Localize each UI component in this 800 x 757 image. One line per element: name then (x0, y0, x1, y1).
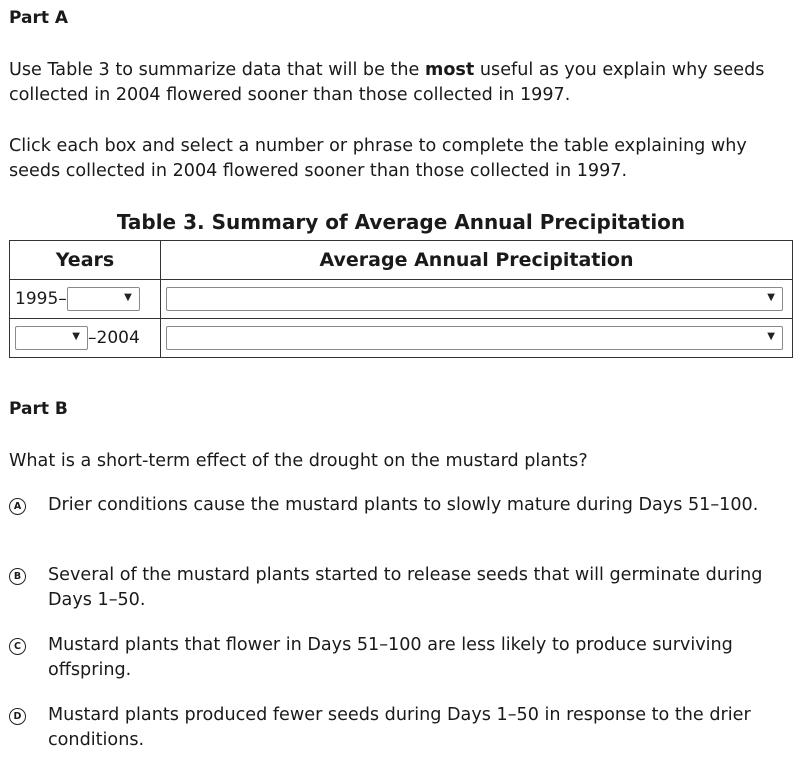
part-a-directions: Click each box and select a number or phrase to complete the table explaining why seeds collected in 2004 flowered sooner than those collected in 1997. (9, 136, 747, 181)
part-b-heading: Part B (9, 399, 68, 419)
part-a-instruction (9, 58, 793, 108)
precipitation-dropdown-1[interactable] (166, 287, 783, 311)
dropdown-arrow-icon: ▼ (72, 331, 80, 342)
dropdown-arrow-icon: ▼ (767, 292, 775, 303)
option-bubble-icon[interactable]: A (9, 498, 26, 515)
option-bubble-icon[interactable]: C (9, 638, 26, 655)
precipitation-header: Average Annual Precipitation (161, 241, 793, 280)
table-title: Table 3. Summary of Average Annual Precipitation (116, 210, 686, 234)
start-year-dropdown[interactable] (15, 326, 88, 350)
years-cell (10, 319, 161, 358)
part-b-question: What is a short-term effect of the drought on the mustard plants? (9, 451, 588, 471)
dropdown-arrow-icon: ▼ (767, 331, 775, 342)
precipitation-table (9, 240, 793, 358)
option-a[interactable] (9, 493, 793, 518)
part-a-heading: Part A (9, 8, 69, 28)
year-end-label: –2004 (88, 328, 140, 348)
option-text: Mustard plants produced fewer seeds during Days 1–50 in response to the drier conditions. (48, 705, 751, 750)
option-bubble-icon[interactable]: B (9, 568, 26, 585)
precipitation-dropdown-2[interactable] (166, 326, 783, 350)
option-bubble-icon[interactable]: D (9, 708, 26, 725)
option-c[interactable] (9, 633, 793, 683)
precipitation-cell (161, 280, 793, 319)
option-text: Mustard plants that flower in Days 51–100 are less likely to produce surviving offspring. (48, 635, 733, 680)
option-d[interactable] (9, 703, 793, 753)
years-header: Years (10, 241, 161, 280)
table-header-row (10, 241, 793, 280)
year-start-label: 1995– (15, 289, 67, 309)
table-row (10, 280, 793, 319)
option-text: Several of the mustard plants started to release seeds that will germinate during Days 1–50. (48, 565, 763, 610)
emphasis-most: most (424, 60, 475, 80)
years-cell (10, 280, 161, 319)
option-b[interactable] (9, 563, 793, 613)
option-text: Drier conditions cause the mustard plants to slowly mature during Days 51–100. (48, 495, 759, 515)
instruction-text: Use Table 3 to summarize data that will be the (9, 60, 425, 80)
precipitation-cell (161, 319, 793, 358)
table-row (10, 319, 793, 358)
instruction-text-continued: useful as you explain why seeds collected in 2004 flowered sooner than those collected in 1997. (9, 60, 765, 105)
dropdown-arrow-icon: ▼ (124, 292, 132, 303)
end-year-dropdown[interactable] (67, 287, 140, 311)
